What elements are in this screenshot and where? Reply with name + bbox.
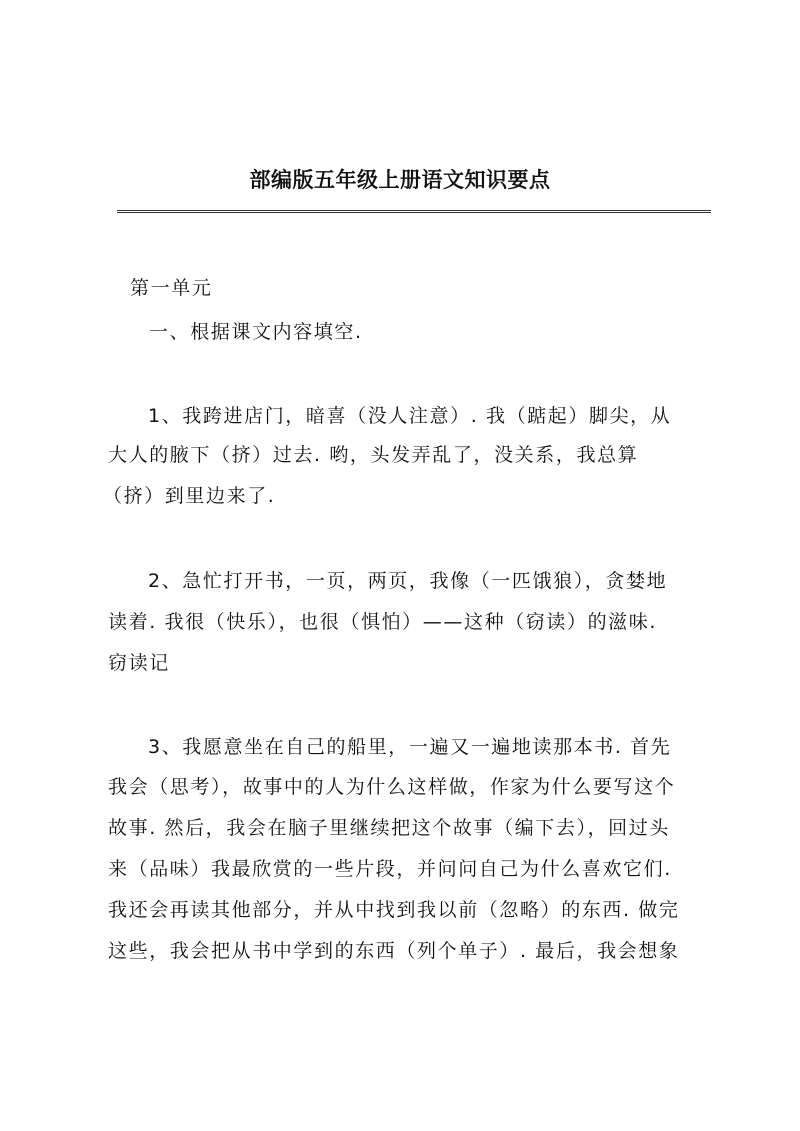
item-1-line-1: 1、我跨进店门，暗喜（没人注意）. 我（踮起）脚尖，从 bbox=[148, 405, 672, 427]
item-1-line-3: （挤）到里边来了. bbox=[103, 485, 276, 507]
unit-heading: 第一单元 bbox=[130, 277, 213, 299]
document-title: 部编版五年级上册语文知识要点 bbox=[249, 167, 551, 192]
item-3-line-6: 这些，我会把从书中学到的东西（列个单子）. 最后，我会想象 bbox=[108, 940, 680, 962]
section-heading: 一、根据课文内容填空. bbox=[149, 321, 363, 343]
item-1-line-2: 大人的腋下（挤）过去. 哟，头发弄乱了，没关系，我总算 bbox=[108, 444, 639, 466]
item-2-line-1: 2、急忙打开书，一页，两页，我像（一匹饿狼），贪婪地 bbox=[148, 570, 668, 592]
item-3-line-4: 来（品味）我最欣赏的一些片段，并问问自己为什么喜欢它们. bbox=[108, 858, 672, 880]
item-3-line-3: 故事. 然后，我会在脑子里继续把这个故事（编下去），回过头 bbox=[108, 817, 670, 839]
item-2-line-3: 窃读记 bbox=[108, 652, 170, 674]
item-3-line-2: 我会（思考），故事中的人为什么这样做，作家为什么要写这个 bbox=[108, 776, 676, 798]
item-2-line-2: 读着. 我很（快乐），也很（惧怕）——这种（窃读）的滋味. bbox=[108, 611, 658, 633]
title-divider bbox=[117, 210, 711, 213]
item-3-line-1: 3、我愿意坐在自己的船里，一遍又一遍地读那本书. 首先 bbox=[148, 736, 672, 758]
item-3-line-5: 我还会再读其他部分，并从中找到我以前（忽略）的东西. 做完 bbox=[108, 899, 680, 921]
